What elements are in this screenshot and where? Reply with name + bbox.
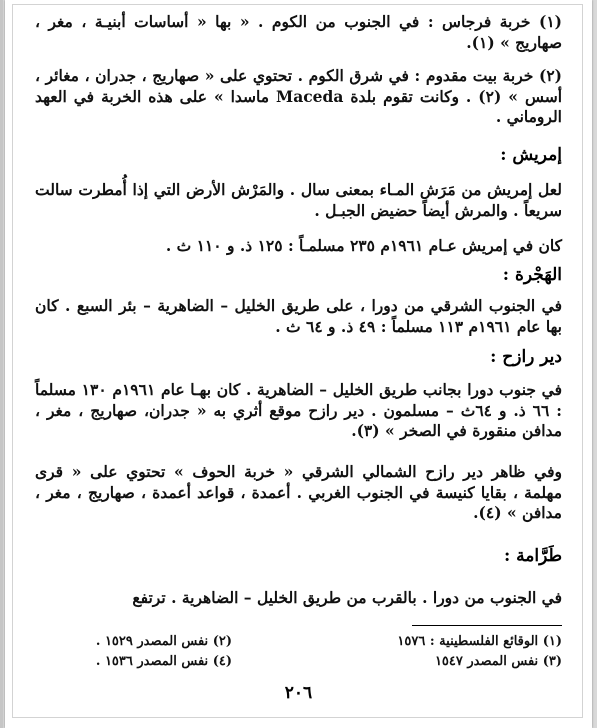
- footnote-1-text: الوقائع الفلسطينية : ١٥٧٦: [397, 634, 539, 649]
- heading-imrish: إمريش :: [500, 145, 562, 165]
- imrish-paragraph-1: لعل إمريش من مَرَش المـاء بمعنى سال . والمَرْش الأرض التي إذا أُمطرت سالت سريعاً . والمرش أيضاً حضيض الجبـل .: [35, 180, 562, 220]
- footnote-3-text: نفس المصدر ١٥٤٧: [434, 654, 539, 669]
- footnote-rule: [412, 625, 562, 626]
- footnote-3-number: (٣): [542, 654, 562, 669]
- page-number: ٢٠٦: [284, 683, 313, 703]
- imrish-paragraph-2: كان في إمريش عـام ١٩٦١م ٢٣٥ مسلمـاً : ١٢٥ ذ. و ١١٠ ث .: [165, 236, 562, 255]
- footnote-4-text: نفس المصدر ١٥٣٦ .: [95, 654, 209, 669]
- entry-khirbet-beit-maqdum: (٢) خربة بيت مقدوم : في شرق الكوم . تحتوي على « صهاريج ، جدران ، مغائر ، أسس » (٢) . وكانت تقوم بلدة Maceda ماسدا » على هذه الخربة في العهد الروماني .: [35, 66, 562, 126]
- heading-deir-razih: دير رازح :: [490, 347, 562, 367]
- footnote-4: [96, 654, 232, 669]
- heading-al-hijra: الهَجْرة :: [502, 265, 562, 285]
- footnote-1-number: (١): [542, 634, 562, 649]
- book-page: [5, 0, 592, 728]
- footnote-4-number: (٤): [212, 654, 232, 669]
- tarrama-paragraph: في الجنوب من دورا . بالقرب من طريق الخليل – الضاهرية . ترتفع: [132, 588, 562, 607]
- deir-razih-paragraph-2: وفي ظاهر دير رازح الشمالي الشرقي « خربة الحوف » تحتوي على « قرى مهلمة ، بقايا كنيسة في الجنوب الغربي . أعمدة ، قواعد أعمدة ، صهاريج ، مغر ، مدافن » (٤).: [35, 462, 562, 522]
- heading-tarrama: طَرَّامة :: [503, 546, 562, 566]
- window-edge: [0, 0, 3, 728]
- footnote-2-number: (٢): [212, 634, 232, 649]
- footnote-1: [397, 634, 562, 649]
- footnote-2: [96, 634, 232, 649]
- entry-khirbet-farjas: (١) خربة فرجاس : في الجنوب من الكوم . « بها « أساسات أبنيـة ، مغر ، صهاريج » (١).: [35, 12, 562, 52]
- deir-razih-paragraph-1: في جنوب دورا بجانب طريق الخليل – الضاهرية . كان بهـا عام ١٩٦١م ١٣٠ مسلماً : ٦٦ ذ. و ٦٤ث – مسلمون . دير رازح موقع أثري به « جدران، صهاريج ، مغر ، مدافن منقورة في الصخر » (٣).: [35, 380, 563, 440]
- footnote-2-text: نفس المصدر ١٥٢٩ .: [95, 634, 209, 649]
- al-hijra-paragraph: في الجنوب الشرقي من دورا ، على طريق الخليل – الضاهرية – بئر السبع . كان بها عام ١٩٦١م ١١٣ مسلماً : ٤٩ ذ. و ٦٤ ث .: [35, 296, 562, 336]
- footnote-3: [435, 654, 562, 669]
